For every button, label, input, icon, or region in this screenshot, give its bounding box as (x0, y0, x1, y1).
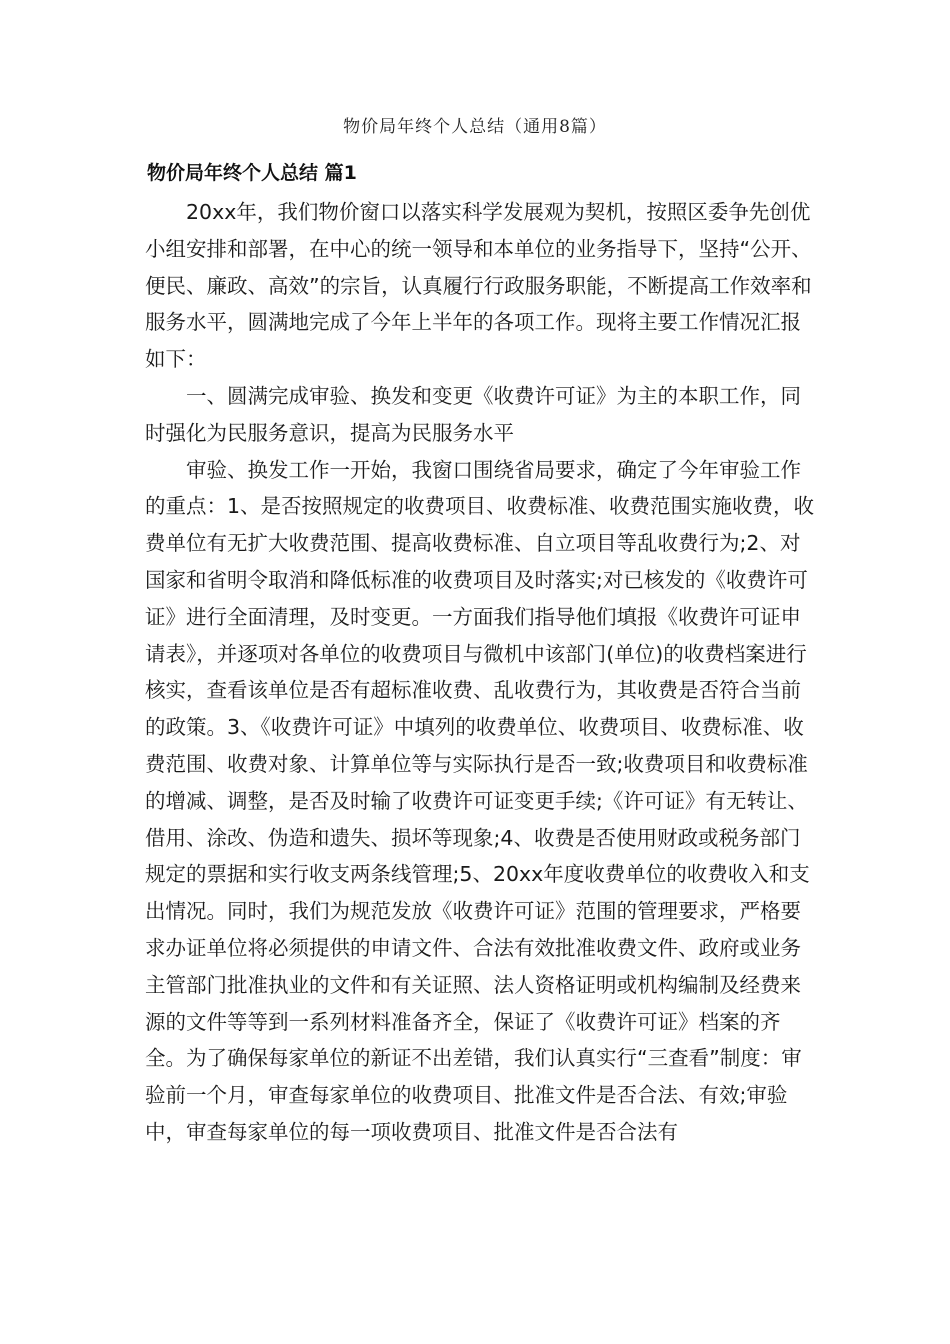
document-body (145, 194, 817, 1151)
paragraph-review-work: 审验、换发工作一开始，我窗口围绕省局要求，确定了今年审验工作的重点：1、是否按照规定的收费项目、收费标准、收费范围实施收费，收费单位有无扩大收费范围、提高收费标准、自立项目等乱收费行为;2、对国家和省明令取消和降低标准的收费项目及时落实;对已核发的《收费许可证》进行全面清理，及时变更。一方面我们指导他们填报《收费许可证申请表》，并逐项对各单位的收费项目与微机中该部门(单位)的收费档案进行核实，查看该单位是否有超标准收费、乱收费行为，其收费是否符合当前的政策。3、《收费许可证》中填列的收费单位、收费项目、收费标准、收费范围、收费对象、计算单位等与实际执行是否一致;收费项目和收费标准的增减、调整，是否及时输了收费许可证变更手续;《许可证》有无转让、借用、涂改、伪造和遗失、损坏等现象;4、收费是否使用财政或税务部门规定的票据和实行收支两条线管理;5、20xx年度收费单位的收费收入和支出情况。同时，我们为规范发放《收费许可证》范围的管理要求，严格要求办证单位将必须提供的申请文件、合法有效批准收费文件、政府或业务主管部门批准执业的文件和有关证照、法人资格证明或机构编制及经费来源的文件等等到一系列材料准备齐全，保证了《收费许可证》档案的齐全。为了确保每家单位的新证不出差错，我们认真实行“三查看”制度：审验前一个月，审查每家单位的收费项目、批准文件是否合法、有效;审验中，审查每家单位的每一项收费项目、批准文件是否合法有 (145, 457, 815, 1144)
document-title: 物价局年终个人总结（通用8篇） (343, 117, 607, 137)
paragraph-intro: 20xx年，我们物价窗口以落实科学发展观为契机，按照区委争先创优小组安排和部署，在中心的统一领导和本单位的业务指导下，坚持“公开、便民、廉政、高效”的宗旨，认真履行行政服务职能，不断提高工作效率和服务水平，圆满地完成了今年上半年的各项工作。现将主要工作情况汇报如下： (145, 200, 812, 372)
section-heading: 物价局年终个人总结 篇1 (147, 162, 357, 184)
paragraph-section-one-heading: 一、圆满完成审验、换发和变更《收费许可证》为主的本职工作，同时强化为民服务意识，提高为民服务水平 (145, 383, 801, 445)
